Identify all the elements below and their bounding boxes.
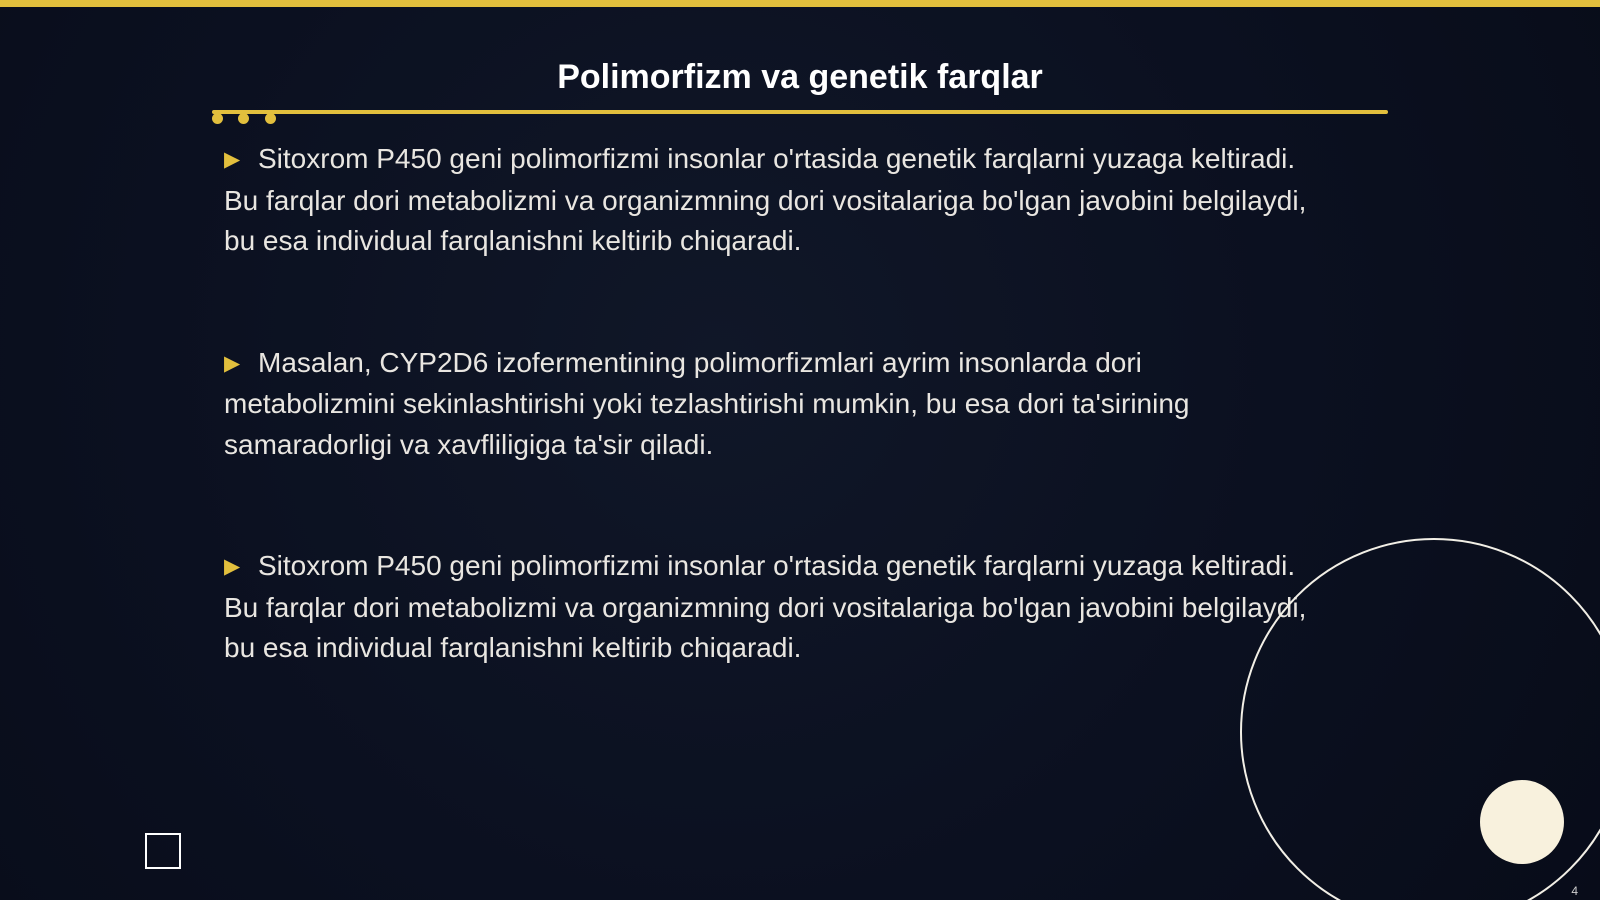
decorative-dot xyxy=(212,113,223,124)
decorative-square xyxy=(145,833,181,869)
top-accent-bar xyxy=(0,0,1600,7)
decorative-circle-filled xyxy=(1480,780,1564,864)
bullet-list xyxy=(224,139,1314,750)
bullet-arrow-icon: ▶ xyxy=(224,351,241,375)
bullet-text: Sitoxrom P450 geni polimorfizmi insonlar o'rtasida genetik farqlarni yuzaga keltiradi. Bu farqlar dori metabolizmi va organizmning dori vositalariga bo'lgan javobini belgilaydi, bu esa individual farqlanishni keltirib chiqaradi. xyxy=(224,550,1307,663)
bullet-text: Sitoxrom P450 geni polimorfizmi insonlar o'rtasida genetik farqlarni yuzaga keltiradi. Bu farqlar dori metabolizmi va organizmning dori vositalariga bo'lgan javobini belgilaydi, bu esa individual farqlanishni keltirib chiqaradi. xyxy=(224,143,1307,256)
bullet-arrow-icon: ▶ xyxy=(224,148,241,171)
title-underline xyxy=(212,110,1388,114)
decorative-dot xyxy=(238,113,249,124)
bullet-text: Masalan, CYP2D6 izofermentining polimorfizmlari ayrim insonlarda dori metabolizmini sekinlashtirishi yoki tezlashtirishi mumkin, bu esa dori ta'sirining samaradorligi va xavfliligiga ta'sir qiladi. xyxy=(224,346,1190,460)
bullet-item xyxy=(224,546,1314,669)
bullet-item xyxy=(224,139,1314,262)
bullet-item xyxy=(224,343,1314,466)
decorative-dot xyxy=(265,113,276,124)
slide-title: Polimorfizm va genetik farqlar xyxy=(557,58,1043,96)
page-number: 4 xyxy=(1571,884,1578,898)
bullet-arrow-icon: ▶ xyxy=(224,555,241,578)
